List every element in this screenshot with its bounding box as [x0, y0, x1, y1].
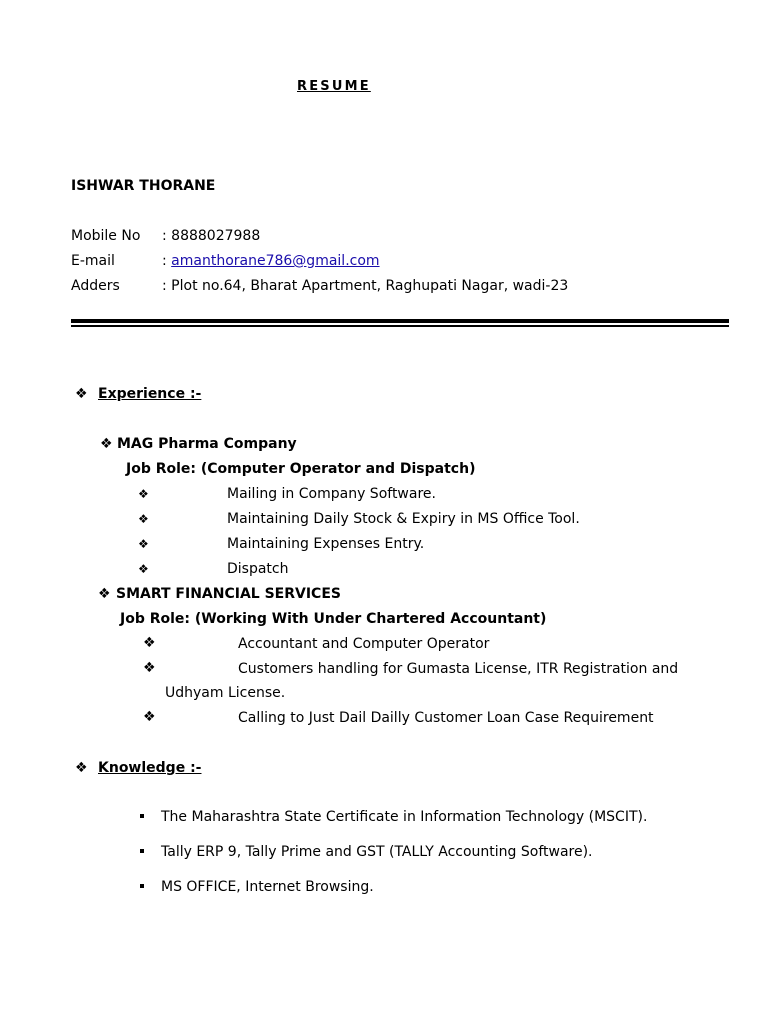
- diamond-four-icon: ❖: [98, 586, 111, 602]
- knowledge-item: MS OFFICE, Internet Browsing.: [161, 879, 374, 895]
- diamond-four-icon: ❖: [100, 436, 113, 452]
- diamond-four-icon: ❖: [143, 709, 156, 725]
- duty-item: Accountant and Computer Operator: [238, 636, 490, 652]
- knowledge-heading: Knowledge :-: [98, 760, 202, 776]
- address-value: : Plot no.64, Bharat Apartment, Raghupati Nagar, wadi-23: [162, 278, 569, 294]
- mobile-label: Mobile No: [71, 228, 141, 244]
- duty-item: Customers handling for Gumasta License, ITR Registration and: [238, 661, 679, 677]
- mobile-value: : 8888027988: [162, 228, 261, 244]
- diamond-four-icon: ❖: [75, 760, 88, 776]
- diamond-four-icon: ❖: [138, 512, 149, 526]
- resume-title: RESUME: [297, 79, 371, 94]
- diamond-four-icon: ❖: [138, 562, 149, 576]
- duty-item-continuation: Udhyam License.: [165, 685, 286, 701]
- divider-thin: [71, 325, 729, 327]
- email-row: [162, 252, 380, 270]
- diamond-four-icon: ❖: [75, 386, 88, 402]
- email-label: E-mail: [71, 253, 115, 269]
- company-name: MAG Pharma Company: [117, 436, 297, 452]
- candidate-name: ISHWAR THORANE: [71, 178, 216, 194]
- duty-item: Calling to Just Dail Dailly Customer Loan Case Requirement: [238, 710, 654, 726]
- job-role: Job Role: (Computer Operator and Dispatch): [126, 461, 476, 477]
- duty-item: Maintaining Daily Stock & Expiry in MS Office Tool.: [227, 511, 580, 527]
- job-role: Job Role: (Working With Under Chartered Accountant): [120, 611, 547, 627]
- diamond-four-icon: ❖: [138, 537, 149, 551]
- diamond-four-icon: ❖: [143, 635, 156, 651]
- divider-thick: [71, 319, 729, 323]
- knowledge-item: Tally ERP 9, Tally Prime and GST (TALLY Accounting Software).: [161, 844, 593, 860]
- duty-item: Dispatch: [227, 561, 289, 577]
- company-name: SMART FINANCIAL SERVICES: [116, 586, 341, 602]
- knowledge-item: The Maharashtra State Certificate in Information Technology (MSCIT).: [161, 809, 648, 825]
- experience-heading: Experience :-: [98, 386, 202, 402]
- email-link[interactable]: amanthorane786@gmail.com: [171, 253, 380, 269]
- address-label: Adders: [71, 278, 120, 294]
- square-bullet-icon: [140, 884, 144, 888]
- square-bullet-icon: [140, 849, 144, 853]
- diamond-four-icon: ❖: [143, 660, 156, 676]
- duty-item: Maintaining Expenses Entry.: [227, 536, 425, 552]
- square-bullet-icon: [140, 814, 144, 818]
- diamond-four-icon: ❖: [138, 487, 149, 501]
- duty-item: Mailing in Company Software.: [227, 486, 436, 502]
- email-colon: :: [162, 253, 167, 269]
